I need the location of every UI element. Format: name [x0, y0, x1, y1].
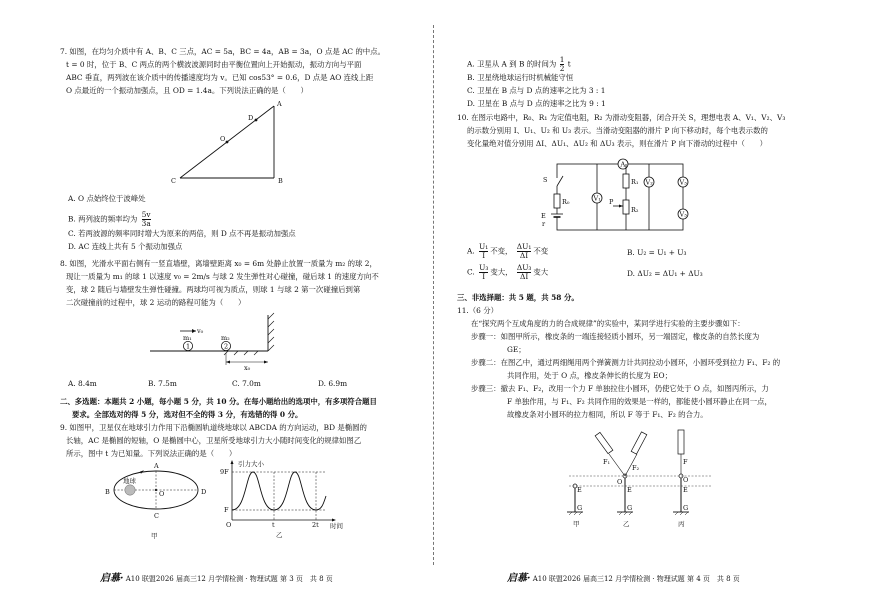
q10-stem-1: 10. 在图示电路中，R₀、R₁ 为定值电阻，R₂ 为滑动变阻器，闭合开关 S，理想电表 A、V₁、V₂、V₃	[457, 113, 786, 122]
q9-graph-y-top: 9F	[220, 468, 229, 476]
q9-option-d: D. 卫星在 B 点与 D 点的速率之比为 9 : 1	[467, 99, 606, 108]
section-2-heading: 二、多选题：本题共 2 小题，每小题 5 分，共 10 分。在每小题给出的选项中，有多项符合题目	[60, 397, 377, 406]
q9-stem-1: 9. 如图甲，卫星仅在地球引力作用下沿椭圆轨道绕地球以 ABCDA 的方向运动，BD 是椭圆的	[60, 423, 367, 432]
q11-fig-a-label-g: G	[577, 504, 583, 512]
q8-label-v0: v₀	[197, 327, 204, 335]
q8-option-b: B. 7.5m	[148, 379, 177, 388]
q10-stem-2: 的示数分别用 I、U₁、U₂ 和 U₃ 表示。当滑动变阻器的滑片 P 向下移动时，每个电表示数的	[467, 126, 768, 135]
brand-logo-right: 启慕·	[507, 573, 531, 584]
q10-label-e: E	[541, 212, 546, 220]
q9-caption-a: 甲	[151, 532, 158, 540]
q11-caption-c: 丙	[678, 520, 685, 528]
q7-stem-3: ABC 垂直，两列波在该介质中的传播速度均为 v。已知 cos53° = 0.6，D 点是 AO 连线上距	[66, 73, 374, 82]
q9-stem-3: 所示，图中 t 为已知量。下列说法正确的是（ ）	[66, 449, 237, 458]
q7-label-d: D	[248, 114, 254, 122]
q9-label-d: D	[201, 488, 207, 496]
q8-option-a: A. 8.4m	[68, 379, 97, 388]
q7-option-c: C. 若两波源的频率同时增大为原来的两倍，则 D 点不再是振动加强点	[68, 229, 296, 238]
q10-option-d: D. ΔU₂ = ΔU₁ + ΔU₃	[627, 269, 703, 278]
q10-option-b: B. U₂ = U₁ + U₃	[627, 248, 687, 257]
q8-stem-2: 现让一质量为 m₁ 的球 1 以速度 v₀ = 2m/s 与球 2 发生弹性对心碰撞，碰后球 1 的速度方向不	[66, 272, 379, 281]
q10-option-a-fraction-2: $\frac{\text{ΔU₁}}{\Delta I}$	[516, 242, 532, 260]
q7-label-o: O	[220, 135, 226, 143]
q11-fig-b-label-e: E	[627, 486, 632, 494]
q10-voltmeter-1: V₁	[593, 194, 601, 203]
footer-right: 启慕· A10 联盟2026 届高三12 月学情检测 · 物理试题 第 4 页 共 8 页	[507, 573, 740, 584]
q8-label-x0: x₀	[244, 364, 251, 372]
q9-graph-xlabel: 时间	[330, 522, 343, 530]
q9-option-b: B. 卫星绕地球运行时机械能守恒	[467, 73, 574, 82]
q11-step-2-cont: 共同作用，处于 O 点，橡皮条伸长的长度为 EO；	[507, 371, 672, 380]
q7-label-c: C	[171, 177, 176, 185]
q8-collision-figure	[150, 313, 290, 371]
q7-stem-1: 7. 如图，在均匀介质中有 A、B、C 三点，AC = 5a，BC = 4a，AB = 3a，O 点是 AC 的中点。	[60, 47, 385, 56]
q10-label-r1: R₁	[631, 178, 639, 186]
q8-stem-4: 二次碰撞前的过程中，球 2 运动的路程可能为（ ）	[66, 298, 246, 307]
q11-fig-b-label-o: O	[617, 478, 623, 486]
q10-option-c: C. $\frac{\text{U₃}}{I}$ 变大， $\frac{\text{ΔU₃}}{\Delta I}$ 变大	[467, 263, 549, 281]
section-2-heading-cont: 要求。全部选对的得 5 分，选对但不全的得 3 分，有选错的得 0 分。	[72, 410, 303, 419]
q7-option-b: B. 两列波的频率均为 $\frac{5v}{3a}$	[68, 210, 151, 228]
q7-label-a: A	[277, 100, 282, 108]
q9-option-c: C. 卫星在 B 点与 D 点的速率之比为 3 : 1	[467, 86, 606, 95]
q9-graph-y-bottom: F	[224, 506, 229, 514]
q10-label-p: P	[609, 198, 614, 206]
q9-label-b: B	[105, 488, 110, 496]
q11-step-1-cont: GE；	[507, 345, 526, 354]
q11-fig-b-label-f2: F₂	[632, 464, 640, 472]
q9-label-o: O	[159, 490, 165, 498]
q9-label-c: C	[154, 512, 159, 520]
q9-graph-tick-2t: 2t	[312, 521, 319, 529]
q11-fig-b	[595, 432, 647, 528]
q9-option-a: A. 卫星从 A 到 B 的时间为 $\frac{1}{2}$ t	[467, 55, 571, 73]
q8-label-m1: m₁	[183, 334, 192, 342]
q11-heading: 11.（6 分）	[457, 306, 498, 315]
q9-orbit-figure	[106, 460, 211, 540]
q11-step-3: 步骤三：撤去 F₁、F₂，改用一个力 F 单独拉住小圆环，仍使它处于 O 点，如图丙所示，力	[471, 384, 769, 393]
q9-option-a-fraction: $\frac{1}{2}$	[559, 55, 565, 73]
q10-stem-3: 变化量绝对值分别用 ΔI、ΔU₁、ΔU₂ 和 ΔU₃ 表示，则在滑片 P 向下滑动的过程中（ ）	[467, 139, 768, 148]
q7-triangle-figure	[170, 98, 290, 188]
q9-graph-ylabel: 引力大小	[238, 460, 264, 468]
q9-force-graph	[222, 458, 342, 540]
q10-voltmeter-3: V₃	[679, 178, 687, 187]
q10-voltmeter-3b: V₃	[679, 210, 687, 219]
q9-caption-b: 乙	[276, 531, 283, 539]
q10-label-r2: R₂	[631, 206, 639, 214]
page-4	[435, 0, 870, 597]
q8-option-c: C. 7.0m	[232, 379, 261, 388]
q10-option-c-fraction-1: $\frac{\text{U₃}}{I}$	[479, 263, 489, 281]
section-3-heading: 三、非选择题：共 5 题，共 58 分。	[457, 293, 579, 302]
q10-voltmeter-2: V₂	[645, 178, 653, 187]
q8-stem-3: 变，球 2 随后与墙壁发生弹性碰撞。两球均可视为质点，则球 1 与球 2 第一次碰撞后到第	[66, 285, 361, 294]
q11-step-3-cont-1: F 单独作用，与 F₁、F₂ 共同作用的效果是一样的，都能使小圆环静止在同一点，	[507, 397, 772, 406]
q11-caption-b: 乙	[623, 520, 630, 528]
q11-fig-c-label-g: G	[683, 504, 689, 512]
q10-option-a-fraction-1: $\frac{\text{U₁}}{I}$	[479, 242, 489, 260]
q9-graph-origin: O	[226, 521, 232, 529]
q11-fig-c-label-f: F	[683, 458, 688, 466]
q8-stem-1: 8. 如图，光滑水平面右侧有一竖直墙壁，离墙壁距离 x₀ = 6m 处静止放置一质量为 m₂ 的球 2，	[60, 259, 377, 268]
q8-ball-2: 2	[224, 342, 229, 351]
q8-option-d: D. 6.9m	[318, 379, 348, 388]
q7-option-a: A. O 点始终位于波峰处	[68, 194, 146, 203]
q9-label-a: A	[154, 462, 159, 470]
q7-option-b-fraction: $\frac{5v}{3a}$	[141, 210, 151, 228]
q9-graph-tick-t: t	[272, 521, 275, 529]
q11-caption-a: 甲	[573, 520, 580, 528]
q7-stem-2: t = 0 时，位于 B、C 两点的两个横波波源同时由平衡位置向上开始振动，振动方向与平面	[66, 60, 362, 69]
q10-circuit-figure	[541, 158, 697, 238]
q10-option-c-fraction-2: $\frac{\text{ΔU₃}}{\Delta I}$	[516, 263, 532, 281]
q10-label-s: S	[543, 176, 548, 184]
q11-fig-b-label-f1: F₁	[603, 458, 611, 466]
q11-intro: 在“探究两个互成角度的力的合成规律”的实验中，某同学进行实验的主要步骤如下：	[471, 319, 745, 328]
q11-fig-c-label-o: O	[683, 476, 689, 484]
q11-fig-c-label-e: E	[683, 486, 688, 494]
q11-experiment-figure	[565, 426, 715, 538]
q7-stem-4: O 点最近的一个振动加强点，且 OD = 1.4a。下列说法正确的是（ ）	[66, 86, 308, 95]
q11-step-3-cont-2: 故橡皮条对小圆环的拉力相同，所以 F 等于 F₁、F₂ 的合力。	[507, 410, 708, 419]
q10-ammeter: A	[620, 160, 626, 169]
q11-fig-a	[567, 484, 583, 528]
brand-logo: 启慕·	[100, 573, 124, 584]
q11-step-2: 步骤二：在图乙中，通过两细绳用两个弹簧测力计共同拉动小圆环，小圆环受到拉力 F₁、F₂ 的	[471, 358, 781, 367]
q8-ball-1: 1	[186, 342, 191, 351]
q11-fig-c	[673, 430, 689, 528]
q9-earth-label: 地球	[123, 477, 136, 485]
q11-fig-b-label-g: G	[627, 504, 633, 512]
q9-stem-2: 长轴，AC 是椭圆的短轴，O 是椭圆中心，卫星所受地球引力大小随时间变化的规律如图乙	[66, 436, 362, 445]
footer-left: 启慕· A10 联盟2026 届高三12 月学情检测 · 物理试题 第 3 页 共 8 页	[100, 573, 333, 584]
q7-label-b: B	[278, 177, 283, 185]
q10-option-a: A. $\frac{\text{U₁}}{I}$ 不变， $\frac{\text{ΔU₁}}{\Delta I}$ 不变	[467, 242, 549, 260]
q8-label-m2: m₂	[221, 334, 230, 342]
q10-label-r: r	[542, 220, 546, 228]
q11-step-1: 步骤一：如图甲所示，橡皮条的一端连接轻质小圆环，另一端固定，橡皮条的自然长度为	[471, 332, 760, 341]
q10-label-r0: R₀	[562, 198, 570, 206]
q11-fig-a-label-e: E	[577, 486, 582, 494]
q7-option-d: D. AC 连线上共有 5 个振动加强点	[68, 242, 183, 251]
